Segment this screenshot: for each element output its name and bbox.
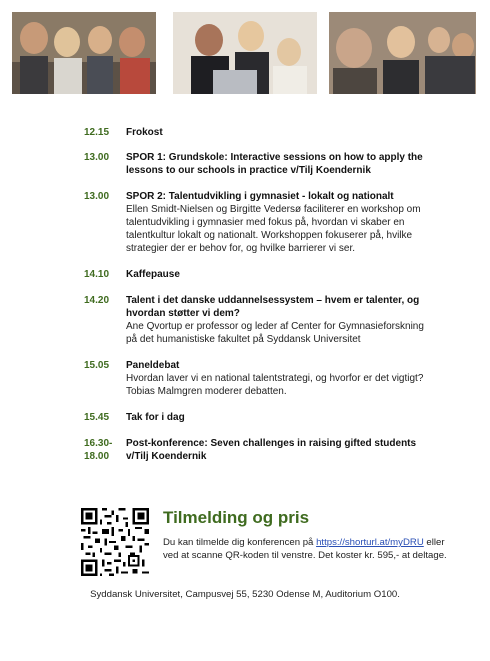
signup-text-after: eller ved at scanne QR-koden til venstre. Det koster kr. 595,- at deltage.: [163, 537, 447, 561]
schedule-time: 13.00: [84, 191, 110, 202]
signup-description: [163, 536, 453, 562]
schedule-time: 15.45: [84, 412, 110, 423]
schedule-title: SPOR 1: Grundskole: Interactive sessions on how to apply the lessons to our schools in practice v/Tilj Koendernik: [126, 152, 423, 176]
signup-link[interactable]: https://shorturl.at/myDRU: [316, 537, 424, 548]
qr-code[interactable]: [81, 508, 149, 576]
schedule-time: 14.20: [84, 295, 110, 306]
schedule-title: SPOR 2: Talentudvikling i gymnasiet - lokalt og nationalt: [126, 191, 394, 202]
venue-address: Syddansk Universitet, Campusvej 55, 5230 Odense M, Auditorium O100.: [90, 589, 400, 600]
signup-heading: Tilmelding og pris: [163, 508, 310, 527]
schedule-time: 15.05: [84, 360, 110, 371]
schedule-time: 12.15: [84, 127, 110, 138]
signup-text-before: Du kan tilmelde dig konferencen på: [163, 537, 317, 548]
students-at-laptop-photo: [173, 12, 317, 94]
schedule-time: 13.00: [84, 152, 110, 163]
audience-listening-photo: [329, 12, 476, 94]
schedule-description: Ellen Smidt-Nielsen og Birgitte Vedersø faciliterer en workshop om talentudvikling i gymnasier med fokus på, hvordan vi skaber en talentkultur lokalt og nationalt. Workshoppen fokuserer på, hvilke strategier der er behov for, og hvilke barrierer vi ser.: [126, 204, 421, 254]
schedule-title: Kaffepause: [126, 269, 180, 280]
schedule-description: Ane Qvortup er professor og leder af Center for Gymnasieforskning på det humanistiske fakultet på Syddansk Universitet: [126, 321, 424, 345]
schedule-title: Post-konference: Seven challenges in raising gifted students v/Tilj Koendernik: [126, 438, 417, 462]
schedule-title: Tak for i dag: [126, 412, 185, 423]
schedule-title: Paneldebat: [126, 360, 180, 371]
schedule-title: Frokost: [126, 127, 163, 138]
photo-strip: [12, 12, 478, 94]
schedule-time: 16.30- 18.00: [84, 438, 113, 462]
schedule-description: Hvordan laver vi en national talentstrategi, og hvorfor er det vigtigt? Tobias Malmgren moderer debatten.: [126, 373, 424, 397]
signup-section: [81, 508, 461, 588]
schedule-time: 14.10: [84, 269, 110, 280]
students-around-table-photo: [12, 12, 156, 94]
schedule-title: Talent i det danske uddannelsessystem – hvem er talenter, og hvordan støtter vi dem?: [126, 295, 420, 319]
